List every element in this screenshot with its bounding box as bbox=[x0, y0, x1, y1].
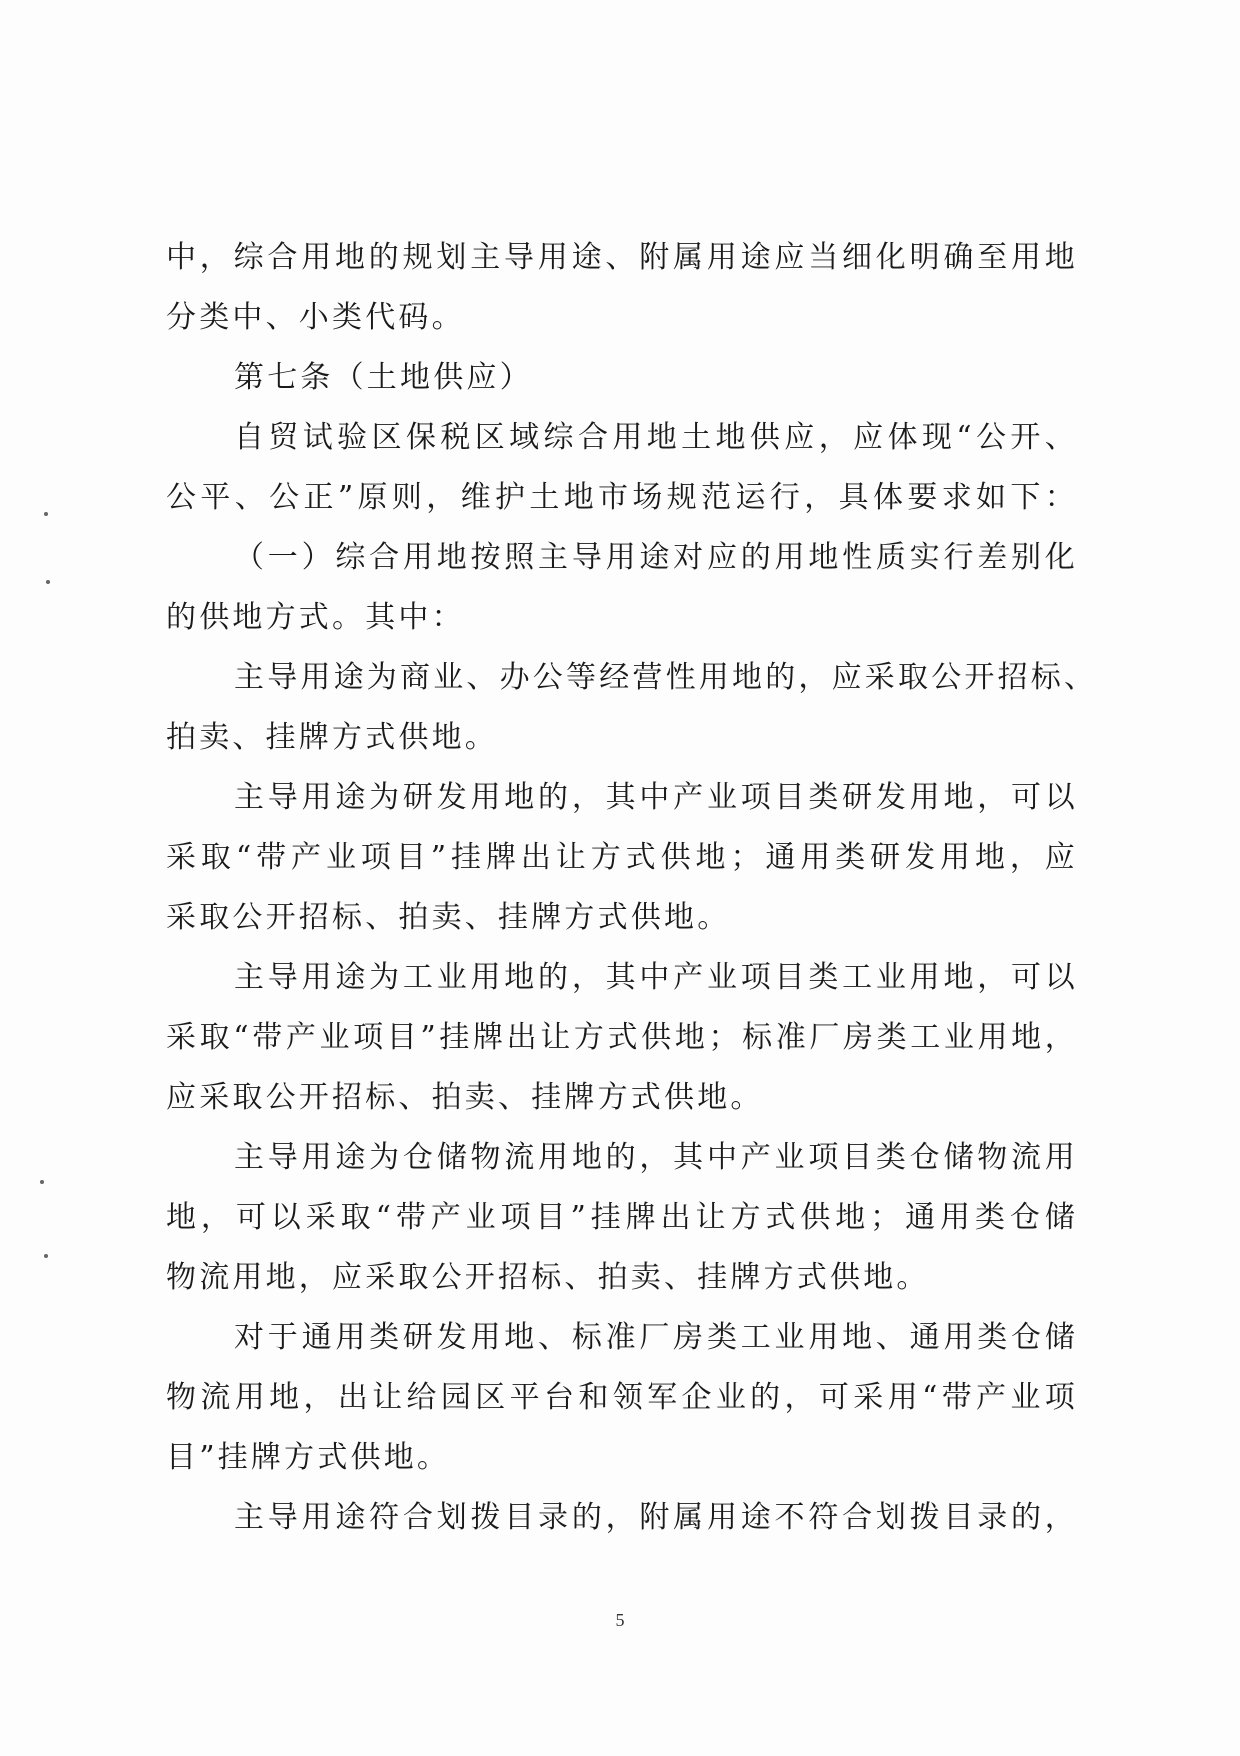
binding-hole-mark bbox=[44, 1254, 48, 1258]
text-line: 主导用途为商业、办公等经营性用地的，应采取公开招标、 bbox=[234, 660, 1098, 695]
text-line: 主导用途符合划拨目录的，附属用途不符合划拨目录的， bbox=[234, 1500, 1078, 1535]
text-line: 主导用途为工业用地的，其中产业项目类工业用地，可以 bbox=[234, 960, 1078, 995]
text-line: 中，综合用地的规划主导用途、附属用途应当细化明确至用地 bbox=[166, 240, 1078, 275]
binding-hole-mark bbox=[44, 512, 48, 516]
text-line: 物流用地，应采取公开招标、拍卖、挂牌方式供地。 bbox=[166, 1260, 930, 1295]
binding-hole-mark bbox=[40, 1180, 44, 1184]
text-line: 拍卖、挂牌方式供地。 bbox=[166, 720, 498, 755]
page-number: 5 bbox=[615, 1610, 625, 1630]
binding-hole-mark bbox=[46, 580, 50, 584]
text-line: 采取“带产业项目”挂牌出让方式供地；标准厂房类工业用地， bbox=[166, 1020, 1078, 1055]
text-line: 采取“带产业项目”挂牌出让方式供地；通用类研发用地，应 bbox=[166, 840, 1078, 875]
text-line: 应采取公开招标、拍卖、挂牌方式供地。 bbox=[166, 1080, 764, 1115]
text-line: 的供地方式。其中： bbox=[166, 600, 465, 635]
text-line: 目”挂牌方式供地。 bbox=[166, 1440, 451, 1475]
text-line: （一）综合用地按照主导用途对应的用地性质实行差别化 bbox=[234, 540, 1078, 575]
text-line: 对于通用类研发用地、标准厂房类工业用地、通用类仓储 bbox=[234, 1320, 1078, 1355]
text-line: 地，可以采取“带产业项目”挂牌出让方式供地；通用类仓储 bbox=[166, 1200, 1078, 1235]
text-line: 物流用地，出让给园区平台和领军企业的，可采用“带产业项 bbox=[166, 1380, 1078, 1415]
article-heading: 第七条（土地供应） bbox=[234, 360, 533, 395]
text-line: 采取公开招标、拍卖、挂牌方式供地。 bbox=[166, 900, 731, 935]
text-line: 自贸试验区保税区域综合用地土地供应，应体现“公开、 bbox=[234, 420, 1078, 455]
body-text bbox=[166, 228, 1098, 1548]
text-line: 分类中、小类代码。 bbox=[166, 300, 465, 335]
text-line: 公平、公正”原则，维护土地市场规范运行，具体要求如下： bbox=[166, 480, 1078, 515]
text-line: 主导用途为仓储物流用地的，其中产业项目类仓储物流用 bbox=[234, 1140, 1078, 1175]
text-line: 主导用途为研发用地的，其中产业项目类研发用地，可以 bbox=[234, 780, 1078, 815]
